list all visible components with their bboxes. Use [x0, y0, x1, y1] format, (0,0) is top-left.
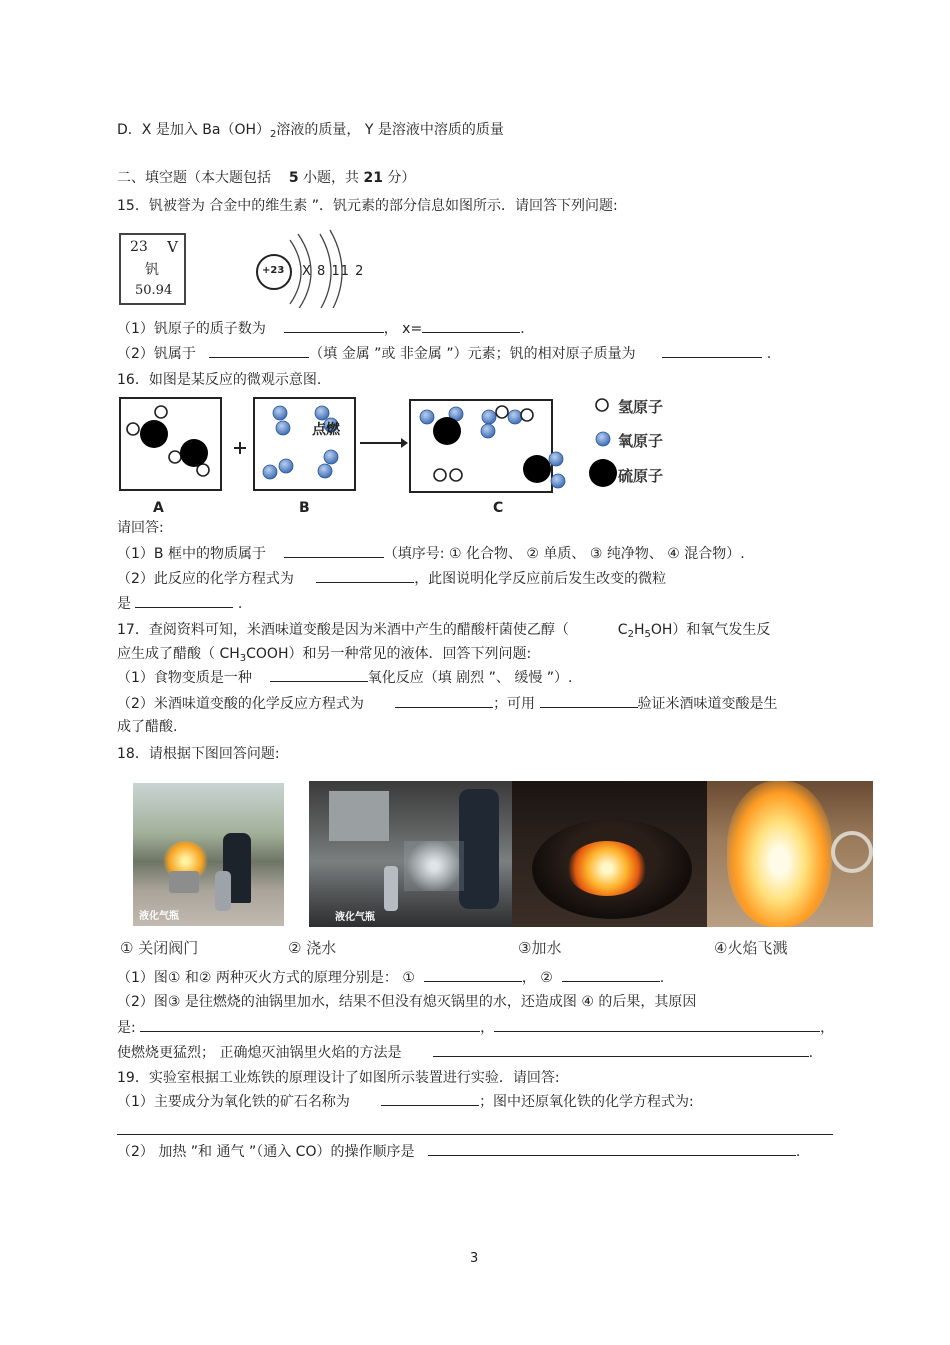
q15-part1 — [117, 318, 525, 339]
q16-p2-c: 是 — [117, 596, 131, 612]
q16-p2-tail: ，此图说明化学反应前后发生改变的微粒 — [414, 571, 667, 587]
q16-blank-equation[interactable] — [316, 568, 414, 583]
caption-1: ① 关闭阀门 — [120, 939, 199, 957]
photo-water — [309, 781, 513, 927]
q16-stem: 16．如图是某反应的微观示意图. — [117, 372, 322, 388]
q17-l1-a: 17．查阅资料可知，米酒味道变酸是因为米酒中产生的醋酸杆菌使乙醇（ — [117, 622, 569, 638]
q16-blank-particle[interactable] — [135, 593, 233, 608]
photo-wok-fire — [512, 781, 707, 927]
caption-3: ③加水 — [518, 939, 562, 957]
section-n2: 21 — [363, 170, 383, 186]
tile-mass: 50.94 — [135, 283, 173, 298]
label-b: B — [299, 500, 310, 516]
q16-p1-options: （填序号: ① 化合物、 ② 单质、 ③ 纯净物、 ④ 混合物）. — [383, 546, 745, 562]
q17-l1-d: OH）和氧气发生反 — [650, 622, 771, 638]
q18-stem: 18．请根据下图回答问题: — [117, 746, 280, 762]
q15-blank-x[interactable] — [422, 318, 520, 333]
box-a — [120, 398, 221, 490]
legend-sulfur: 硫原子 — [618, 467, 664, 485]
q18-blank-method[interactable] — [433, 1042, 809, 1057]
arrow-label: 点燃 — [312, 422, 340, 438]
q18-p2-e: 使燃烧更猛烈； 正确熄灭油锅里火焰的方法是 — [117, 1045, 402, 1061]
q14d-tail: 溶液的质量， Y 是溶液中溶质的质量 — [276, 122, 504, 138]
q17-l2-b: COOH）和另一种常见的液体．回答下列问题: — [246, 646, 532, 662]
caption-2: ② 浇水 — [288, 939, 337, 957]
q19-p1-tail: ；图中还原氧化铁的化学方程式为: — [479, 1094, 694, 1110]
q18-p1-text: （1）图① 和② 两种灭火方式的原理分别是： ① — [117, 970, 415, 986]
q17-l2-s: 3 — [239, 653, 247, 664]
q15-blank-mass[interactable] — [662, 343, 762, 358]
tile-name: 钒 — [145, 262, 159, 278]
q19-p1-text: （1）主要成分为氧化铁的矿石名称为 — [117, 1094, 350, 1110]
photo-close-valve — [133, 783, 284, 926]
q17-p1-text: （1）食物变质是一种 — [117, 670, 252, 686]
q16-part1 — [117, 543, 745, 564]
q18-p2-d: ， — [820, 1020, 835, 1036]
q15-part2 — [117, 343, 771, 364]
legend-oxygen: 氧原子 — [618, 432, 664, 450]
q18-blank-2[interactable] — [562, 967, 660, 982]
atom-nucleus: +23 — [262, 265, 285, 276]
tile-number: 23 — [130, 239, 148, 255]
q19-part2 — [117, 1141, 800, 1162]
photo-text-2: 液化气瓶 — [335, 912, 375, 923]
q15-blank-type[interactable] — [209, 343, 309, 358]
q18-blank-1[interactable] — [424, 967, 522, 982]
q19-part1 — [117, 1091, 694, 1112]
label-c: C — [493, 500, 504, 516]
q15-p2-mid: （填 金属 ”或 非金属 ”）元素；钒的相对原子质量为 — [309, 346, 636, 362]
q18-blank-reason-2[interactable] — [494, 1017, 820, 1032]
q17-l1-s2: 5 — [644, 629, 651, 640]
q19-blank-equation-line[interactable] — [117, 1134, 833, 1135]
q18-p1-end: . — [659, 970, 665, 986]
q15-p1-end: . — [520, 321, 525, 337]
q19-p2-text: （2） 加热 ”和 通气 ”（通入 CO）的操作顺序是 — [117, 1144, 415, 1160]
q18-part2: （2）图③ 是往燃烧的油锅里加水，结果不但没有熄灭锅里的水，还造成图 ④ 的后果，其原因 — [117, 994, 697, 1010]
label-a: A — [153, 500, 164, 516]
section-pre: 二、填空题（本大题包括 — [117, 170, 271, 186]
caption-4: ④火焰飞溅 — [714, 939, 788, 957]
q15-blank-protons[interactable] — [284, 318, 384, 333]
q14d-sub: 2 — [270, 129, 277, 140]
q17-l1-s1: 2 — [627, 629, 634, 640]
legend-hydrogen: 氢原子 — [618, 398, 664, 416]
q17-p2-mid: ；可用 — [493, 696, 536, 712]
q18-p2-c: ， — [480, 1020, 495, 1036]
q16-part2-cont — [117, 593, 242, 614]
q17-blank-rate[interactable] — [270, 667, 368, 682]
q17-blank-equation[interactable] — [395, 693, 493, 708]
q15-stem: 15．钒被誉为 合金中的维生素 ”．钒元素的部分信息如图所示．请回答下列问题: — [117, 198, 618, 214]
q18-blank-reason-1[interactable] — [140, 1017, 480, 1032]
q16-p2-end: . — [237, 596, 243, 612]
q17-l2-a: 应生成了醋酸（ CH — [117, 646, 240, 662]
q19-p2-end: . — [795, 1144, 801, 1160]
q16-p1-text: （1）B 框中的物质属于 — [117, 546, 266, 562]
q19-stem: 19．实验室根据工业炼铁的原理设计了如图所示装置进行实验．请回答: — [117, 1070, 560, 1086]
section-2-heading — [117, 168, 415, 188]
q17-blank-reagent[interactable] — [540, 693, 638, 708]
q17-line1 — [117, 620, 770, 645]
q16-blank-b[interactable] — [284, 543, 384, 558]
q18-p1-mid: ， ② — [521, 970, 553, 986]
q17-l1-b: C — [617, 622, 628, 638]
q17-p2-tail: 验证米酒味道变酸是生 — [637, 696, 778, 712]
q16-part2 — [117, 568, 666, 589]
section-n1: 5 — [288, 170, 299, 186]
element-tile — [119, 233, 186, 305]
q18-part2-method — [117, 1042, 813, 1063]
section-post: 分） — [387, 170, 416, 186]
photo-text-1: 液化气瓶 — [139, 911, 179, 922]
q17-part2 — [117, 693, 778, 714]
q15-p2-text: （2）钒属于 — [117, 346, 196, 362]
photo-flame-splash — [707, 781, 873, 927]
q16-p2-text: （2）此反应的化学方程式为 — [117, 571, 294, 587]
q18-p2-f: . — [808, 1045, 814, 1061]
q18-p2-b: 是: — [117, 1020, 136, 1036]
section-mid: 小题，共 — [303, 170, 360, 186]
q15-p1-text: （1）钒原子的质子数为 — [117, 321, 266, 337]
q15-p1-x: ， x= — [383, 321, 423, 337]
q17-line2 — [117, 644, 531, 669]
q17-p1-tail: 氧化反应（填 剧烈 ”、 缓慢 ”）. — [367, 670, 573, 686]
q18-part2-reason — [117, 1017, 834, 1038]
q19-blank-order[interactable] — [428, 1141, 796, 1156]
atom-shells: X 8 11 2 — [302, 264, 365, 279]
q17-p2-text: （2）米酒味道变酸的化学反应方程式为 — [117, 696, 364, 712]
q17-l1-c: H — [633, 622, 645, 638]
q17-part2-cont: 成了醋酸. — [117, 719, 178, 735]
page-number: 3 — [470, 1251, 479, 1266]
q14-option-d — [117, 120, 504, 145]
q16-ask: 请回答: — [117, 520, 164, 536]
reaction-diagram — [117, 395, 677, 495]
q15-p2-end: . — [766, 346, 772, 362]
q19-blank-ore[interactable] — [381, 1091, 479, 1106]
q14d-text: D．X 是加入 Ba（OH） — [117, 122, 271, 138]
q18-part1 — [117, 967, 664, 988]
tile-symbol: V — [167, 238, 178, 256]
q17-part1 — [117, 667, 573, 688]
